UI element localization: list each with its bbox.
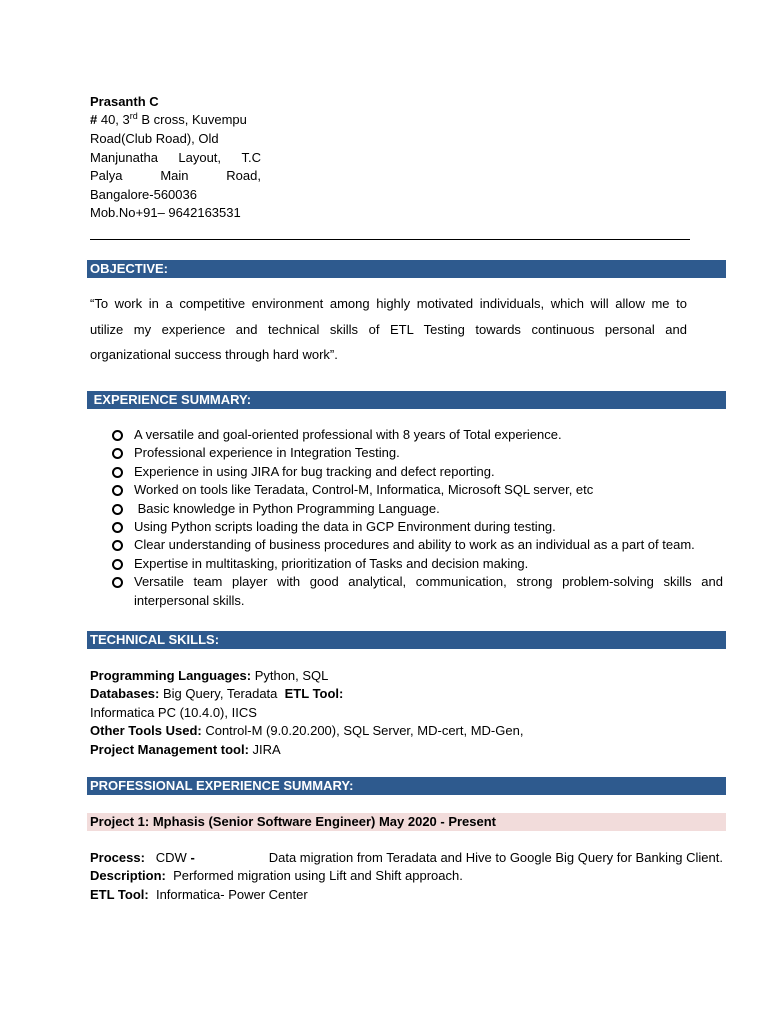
experience-summary-heading-bar (87, 391, 726, 409)
experience-summary-heading: EXPERIENCE SUMMARY: (90, 392, 252, 407)
professional-experience-heading-bar (87, 777, 726, 795)
objective-text (90, 291, 687, 368)
experience-summary-list (112, 426, 723, 610)
objective-line-1: “To work in a competitive environment among highly motivated individuals, which will allow me to (90, 296, 687, 311)
technical-skills-heading: TECHNICAL SKILLS: (90, 632, 220, 647)
programming-languages: Programming Languages: Python, SQL (90, 668, 329, 683)
bullet-icon (112, 467, 123, 478)
address-line-2: Road(Club Road), Old (90, 131, 219, 146)
header-divider (90, 239, 690, 240)
candidate-name: Prasanth C (90, 94, 159, 109)
process-line: Process: CDW - Data migration from Teradata and Hive to Google Big Query for Banking Client. (90, 850, 723, 865)
project-etl-tool-line: ETL Tool: Informatica- Power Center (90, 887, 308, 902)
list-item: Worked on tools like Teradata, Control-M, Informatica, Microsoft SQL server, etc (112, 481, 723, 499)
other-tools: Other Tools Used: Control-M (9.0.20.200), SQL Server, MD-cert, MD-Gen, (90, 723, 524, 738)
list-item: Professional experience in Integration Testing. (112, 444, 723, 462)
bullet-icon (112, 448, 123, 459)
project-management-tool: Project Management tool: JIRA (90, 742, 281, 757)
bullet-icon (112, 485, 123, 496)
list-item: A versatile and goal-oriented professional with 8 years of Total experience. (112, 426, 723, 444)
address-line-3: Manjunatha Layout, T.C (90, 150, 261, 165)
address-line-4: Palya Main Road, (90, 168, 261, 183)
description-line: Description: Performed migration using Lift and Shift approach. (90, 868, 463, 883)
objective-line-3: organizational success through hard work”. (90, 347, 338, 362)
address-line-5: Bangalore-560036 (90, 187, 197, 202)
professional-experience-heading: PROFESSIONAL EXPERIENCE SUMMARY: (90, 778, 354, 793)
etl-tool-value: Informatica PC (10.4.0), IICS (90, 705, 257, 720)
list-item: Clear understanding of business procedures and ability to work as an individual as a part of team. (112, 536, 723, 554)
bullet-icon (112, 577, 123, 588)
objective-line-2: utilize my experience and technical skills of ETL Testing towards continuous personal and (90, 321, 687, 337)
list-item: Experience in using JIRA for bug tracking and defect reporting. (112, 463, 723, 481)
mobile-number: Mob.No+91– 9642163531 (90, 205, 241, 220)
list-item: Expertise in multitasking, prioritization of Tasks and decision making. (112, 555, 723, 573)
bullet-icon (112, 540, 123, 551)
project-title-bar (87, 813, 726, 831)
objective-heading: OBJECTIVE: (90, 261, 169, 276)
bullet-icon (112, 559, 123, 570)
technical-skills-heading-bar (87, 631, 726, 649)
objective-heading-bar (87, 260, 726, 278)
bullet-icon (112, 504, 123, 515)
list-item: Using Python scripts loading the data in GCP Environment during testing. (112, 518, 723, 536)
address-line-1: # 40, 3rd B cross, Kuvempu (90, 111, 247, 127)
databases: Databases: Big Query, Teradata ETL Tool: (90, 686, 344, 701)
list-item: Versatile team player with good analytical, communication, strong problem-solving skills and interpersonal skills. (112, 573, 723, 610)
bullet-icon (112, 522, 123, 533)
project-title: Project 1: Mphasis (Senior Software Engineer) May 2020 - Present (90, 814, 497, 829)
list-item: Basic knowledge in Python Programming Language. (112, 500, 723, 518)
bullet-icon (112, 430, 123, 441)
